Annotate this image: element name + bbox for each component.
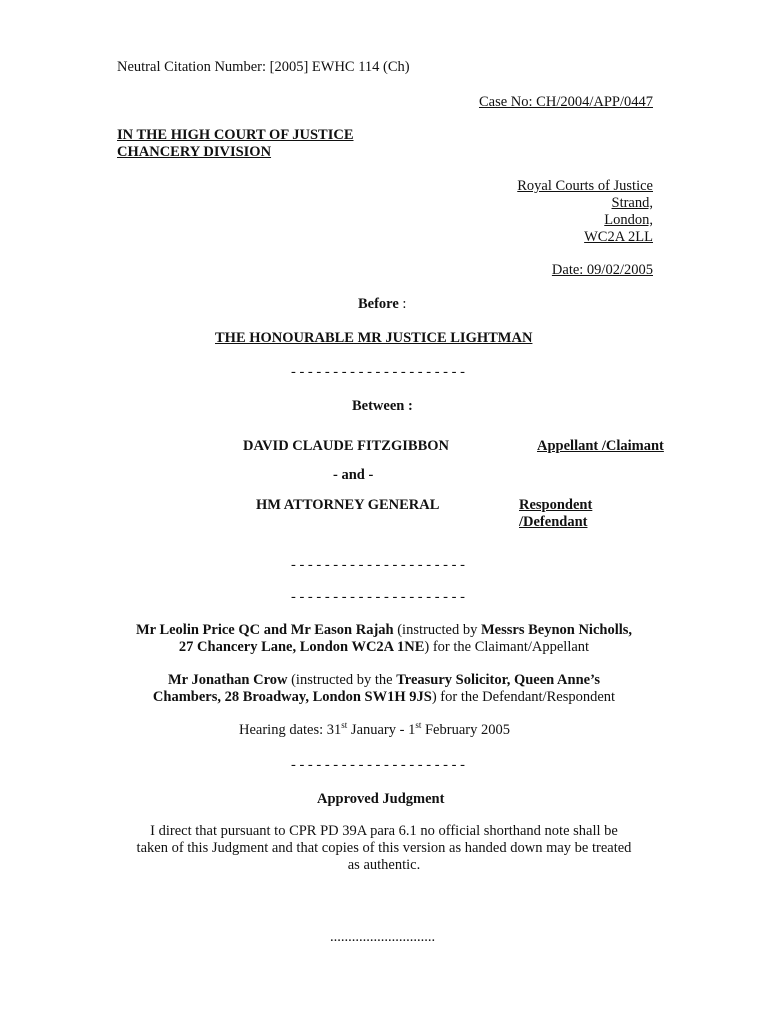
direction-paragraph — [84, 823, 684, 874]
counsel-defendant — [100, 672, 668, 706]
counsel-claimant-instructed: (instructed by — [393, 622, 481, 638]
counsel-claimant-firm-2: 27 Chancery Lane, London WC2A 1NE — [178, 639, 425, 655]
court-name: IN THE HIGH COURT OF JUSTICE — [117, 127, 354, 143]
counsel-defendant-instructed: (instructed by the — [287, 672, 397, 688]
appellant-name: DAVID CLAUDE FITZGIBBON — [243, 438, 449, 454]
approved-judgment-heading: Approved Judgment — [317, 791, 445, 807]
hearing-middle: January - 1 — [347, 722, 416, 738]
address-line-4: WC2A 2LL — [584, 229, 653, 245]
direction-line-3: as authentic. — [347, 857, 421, 873]
before-label: Before — [358, 296, 399, 312]
case-number: Case No: CH/2004/APP/0447 — [478, 94, 653, 110]
appellant-role: Appellant /Claimant — [537, 438, 664, 454]
counsel-claimant-firm-1: Messrs Beynon Nicholls, — [480, 622, 633, 638]
address-line-1: Royal Courts of Justice — [517, 178, 653, 194]
separator-1: - - - - - - - - - - - - - - - - - - - - - — [291, 364, 465, 380]
counsel-claimant-name: Mr Leolin Price QC and Mr Eason Rajah — [135, 622, 394, 638]
before-colon: : — [398, 296, 407, 312]
judge-name: THE HONOURABLE MR JUSTICE LIGHTMAN — [215, 330, 533, 346]
hearing-sup-1: st — [341, 720, 348, 731]
counsel-defendant-firm-2: Chambers, 28 Broadway, London SW1H 9JS — [152, 689, 432, 705]
respondent-role-line-1: Respondent — [519, 497, 593, 513]
counsel-defendant-for: ) for the Defendant/Respondent — [431, 689, 616, 705]
between-label: Between : — [352, 398, 413, 414]
address-line-2: Strand, — [611, 195, 653, 211]
court-division: CHANCERY DIVISION — [117, 144, 272, 160]
direction-line-1: I direct that pursuant to CPR PD 39A para 6.1 no official shorthand note shall be — [150, 823, 618, 839]
counsel-claimant — [100, 622, 668, 656]
counsel-defendant-firm-1: Treasury Solicitor, Queen Anne’s — [396, 672, 601, 688]
separator-2: - - - - - - - - - - - - - - - - - - - - - — [291, 557, 465, 573]
direction-line-2: taken of this Judgment and that copies of this version as handed down may be treated — [136, 840, 632, 856]
respondent-role-line-2: /Defendant — [519, 514, 588, 530]
hearing-prefix: Hearing dates: 31 — [239, 722, 342, 738]
separator-4: - - - - - - - - - - - - - - - - - - - - - — [291, 757, 465, 773]
hearing-dates — [239, 722, 510, 739]
before-heading — [358, 296, 406, 313]
signature-line: ............................. — [330, 929, 436, 945]
hearing-sup-2: st — [415, 720, 422, 731]
judgment-date: Date: 09/02/2005 — [551, 262, 653, 278]
counsel-claimant-for: ) for the Claimant/Appellant — [424, 639, 590, 655]
neutral-citation: Neutral Citation Number: [2005] EWHC 114 (Ch) — [117, 59, 410, 75]
counsel-defendant-name: Mr Jonathan Crow — [167, 672, 288, 688]
respondent-name: HM ATTORNEY GENERAL — [256, 497, 440, 513]
separator-3: - - - - - - - - - - - - - - - - - - - - - — [291, 589, 465, 605]
address-line-3: London, — [604, 212, 653, 228]
hearing-suffix: February 2005 — [421, 722, 510, 738]
and-separator: - and - — [333, 467, 374, 483]
